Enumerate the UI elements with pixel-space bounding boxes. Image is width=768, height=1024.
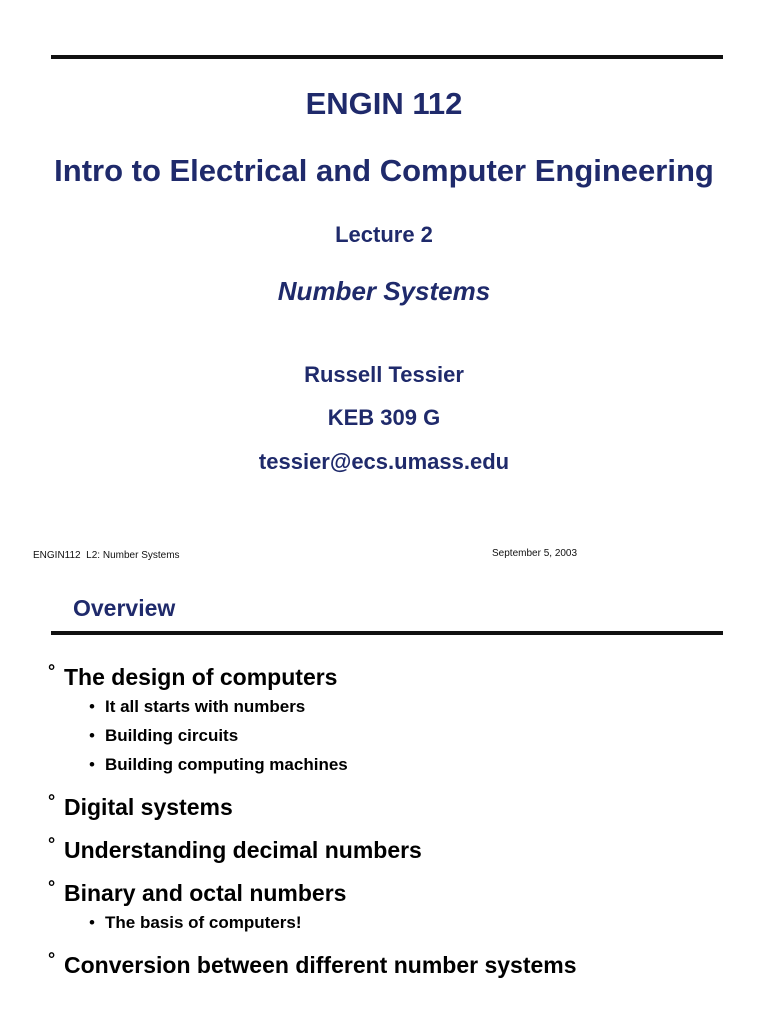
outline-item [48, 662, 748, 692]
outline-subitem-text: It all starts with numbers [105, 697, 306, 716]
outline-item [48, 792, 748, 822]
footer-date: September 5, 2003 [492, 548, 578, 559]
lecture-label: Lecture 2 [335, 222, 433, 247]
dot-bullet-icon: • [89, 697, 95, 716]
outline-item-text: Binary and octal numbers [64, 880, 347, 906]
author-name: Russell Tessier [304, 362, 464, 387]
outline-item-text: The design of computers [64, 664, 338, 690]
outline-subitem-text: Building computing machines [105, 755, 348, 774]
overview-divider [51, 631, 723, 635]
course-code: ENGIN 112 [305, 86, 463, 121]
dot-bullet-icon: • [89, 913, 95, 932]
author-email: tessier@ecs.umass.edu [258, 449, 510, 474]
top-divider [51, 55, 723, 59]
dot-bullet-icon: • [89, 726, 95, 745]
degree-bullet-icon: ° [48, 834, 56, 854]
lecture-topic: Number Systems [277, 276, 491, 306]
outline-item [48, 950, 748, 980]
outline-subitem [48, 908, 748, 937]
outline-item-text: Understanding decimal numbers [64, 837, 422, 863]
outline-item [48, 878, 748, 908]
outline-subitem [48, 721, 748, 750]
degree-bullet-icon: ° [48, 661, 56, 681]
outline-subitem-text: The basis of computers! [105, 913, 302, 932]
outline-item [48, 835, 748, 865]
degree-bullet-icon: ° [48, 877, 56, 897]
outline-subitem [48, 750, 748, 779]
degree-bullet-icon: ° [48, 949, 56, 969]
overview-outline [48, 662, 748, 980]
dot-bullet-icon: • [89, 755, 95, 774]
footer-course-label: ENGIN112 L2: Number Systems [33, 550, 180, 561]
outline-item-text: Digital systems [64, 794, 233, 820]
outline-subitem [48, 692, 748, 721]
outline-item-text: Conversion between different number systems [64, 952, 577, 978]
outline-subitem-text: Building circuits [105, 726, 239, 745]
degree-bullet-icon: ° [48, 791, 56, 811]
office-location: KEB 309 G [327, 405, 441, 430]
section-heading: Overview [73, 595, 176, 621]
course-title: Intro to Electrical and Computer Engineering [54, 153, 714, 188]
